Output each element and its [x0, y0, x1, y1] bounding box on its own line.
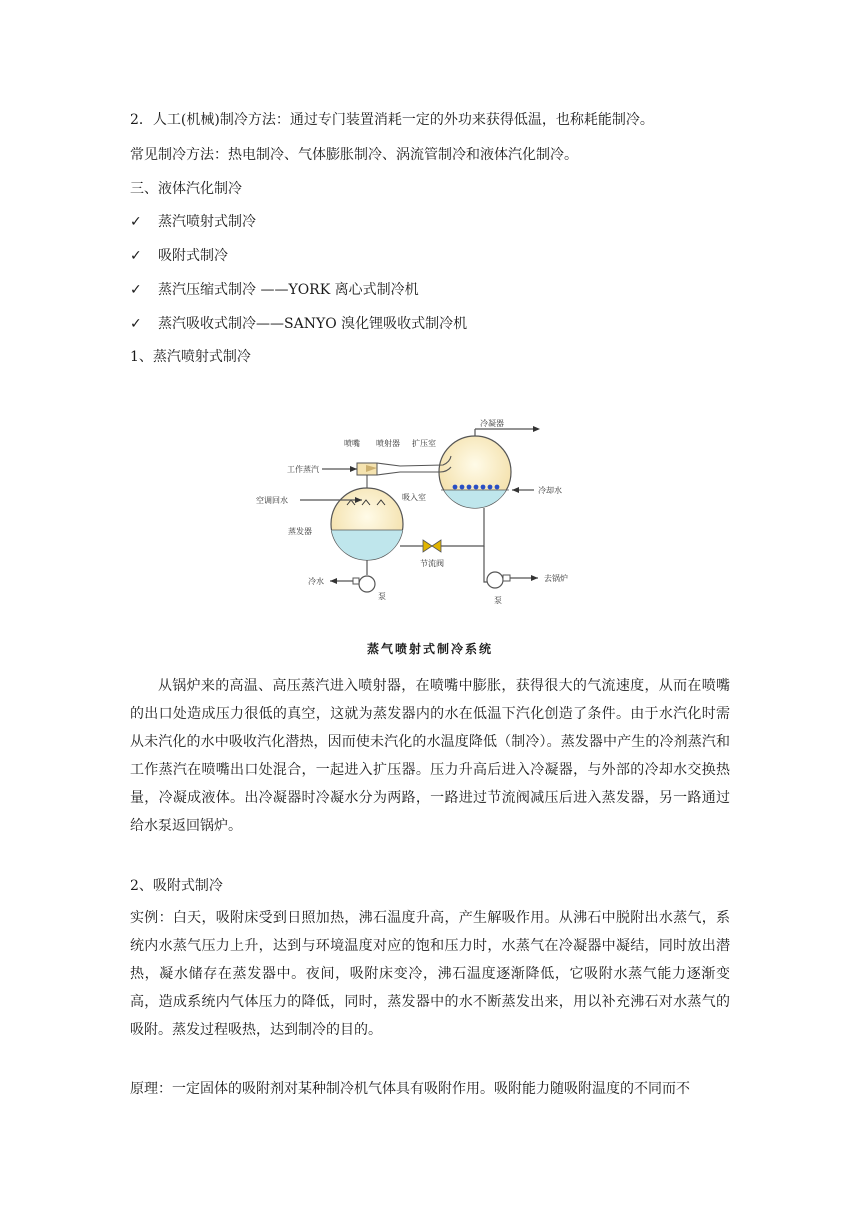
checklist-item-label: 蒸汽吸收式制冷——SANYO 溴化锂吸收式制冷机 [158, 316, 468, 332]
line-common-methods: 常见制冷方法：热电制冷、气体膨胀制冷、涡流管制冷和液体汽化制冷。 [130, 147, 578, 163]
pump-icon [330, 576, 375, 592]
line-mechanical-refrigeration: 2．人工(机械)制冷方法：通过专门装置消耗一定的外功来获得低温，也称耗能制冷。 [130, 112, 654, 128]
diagram-caption: 蒸气喷射式制冷系统 [366, 642, 493, 656]
label-nozzle: 喷嘴 [344, 439, 360, 448]
section-title-steam-jet: 1、蒸汽喷射式制冷 [130, 349, 251, 365]
label-pump: 泵 [378, 592, 386, 601]
checklist-item-label: 吸附式制冷 [158, 248, 228, 264]
throttle-valve-icon [423, 540, 441, 552]
label-condenser: 冷凝器 [480, 419, 504, 428]
label-ejector: 喷射器 [376, 439, 400, 448]
checkmark-icon: ✓ [130, 316, 142, 332]
checklist-item [130, 314, 467, 334]
ejector [322, 456, 451, 488]
label-diffuser: 扩压室 [412, 439, 436, 448]
checklist-item-label: 蒸汽喷射式制冷 [158, 214, 256, 230]
checklist-item [130, 212, 256, 232]
label-cooling-water: 冷却水 [538, 486, 562, 495]
checkmark-icon: ✓ [130, 248, 142, 264]
label-throttle-valve: 节流阀 [420, 559, 444, 568]
label-work-steam: 工作蒸汽 [287, 465, 319, 474]
evaporator-vessel [300, 488, 404, 562]
pump-icon [487, 572, 538, 588]
section-title-adsorption: 2、吸附式制冷 [130, 878, 223, 894]
checklist-item [130, 280, 419, 300]
checkmark-icon: ✓ [130, 282, 142, 298]
paragraph-adsorption-example: 实例：白天，吸附床受到日照加热，沸石温度升高，产生解吸作用。从沸石中脱附出水蒸气，系统内水蒸气压力上升，达到与环境温度对应的饱和压力时，水蒸气在冷凝器中凝结，同时放出潜热，凝水储存在蒸发器中。夜间，吸附床变冷，沸石温度逐渐降低，它吸附水蒸气能力逐渐变高，造成系统内气体压力的降低，同时，蒸发器中的水不断蒸发出来，用以补充沸石对水蒸气的吸附。蒸发过程吸热，达到制冷的目的。 [130, 910, 730, 1038]
checkmark-icon: ✓ [130, 214, 142, 230]
paragraph-adsorption-principle: 原理：一定固体的吸附剂对某种制冷机气体具有吸附作用。吸附能力随吸附温度的不同而不 [130, 1081, 690, 1097]
label-to-boiler: 去锅炉 [544, 574, 568, 583]
heading-liquid-vaporization: 三、液体汽化制冷 [130, 181, 242, 197]
checklist-item-label: 蒸汽压缩式制冷 ——YORK 离心式制冷机 [158, 282, 419, 298]
checklist-item [130, 246, 228, 266]
label-pump: 泵 [494, 596, 502, 605]
steam-jet-refrigeration-diagram [250, 412, 590, 612]
label-evaporator: 蒸发器 [288, 527, 312, 536]
label-suction-chamber: 吸入室 [402, 493, 426, 502]
paragraph-steam-jet-description: 从锅炉来的高温、高压蒸汽进入喷射器，在喷嘴中膨胀，获得很大的气流速度，从而在喷嘴的出口处造成压力很低的真空，这就为蒸发器内的水在低温下汽化创造了条件。由于水汽化时需从未汽化的水中吸收汽化潜热，因而使未汽化的水温度降低（制冷）。蒸发器中产生的冷剂蒸汽和工作蒸汽在喷嘴出口处混合，一起进入扩压器。压力升高后进入冷凝器，与外部的冷却水交换热量，冷凝成液体。出冷凝器时冷凝水分为两路，一路进过节流阀减压后进入蒸发器，另一路通过给水泵返回锅炉。 [130, 678, 730, 834]
label-chilled-water: 冷水 [308, 577, 324, 586]
label-return-water: 空调回水 [256, 496, 288, 505]
